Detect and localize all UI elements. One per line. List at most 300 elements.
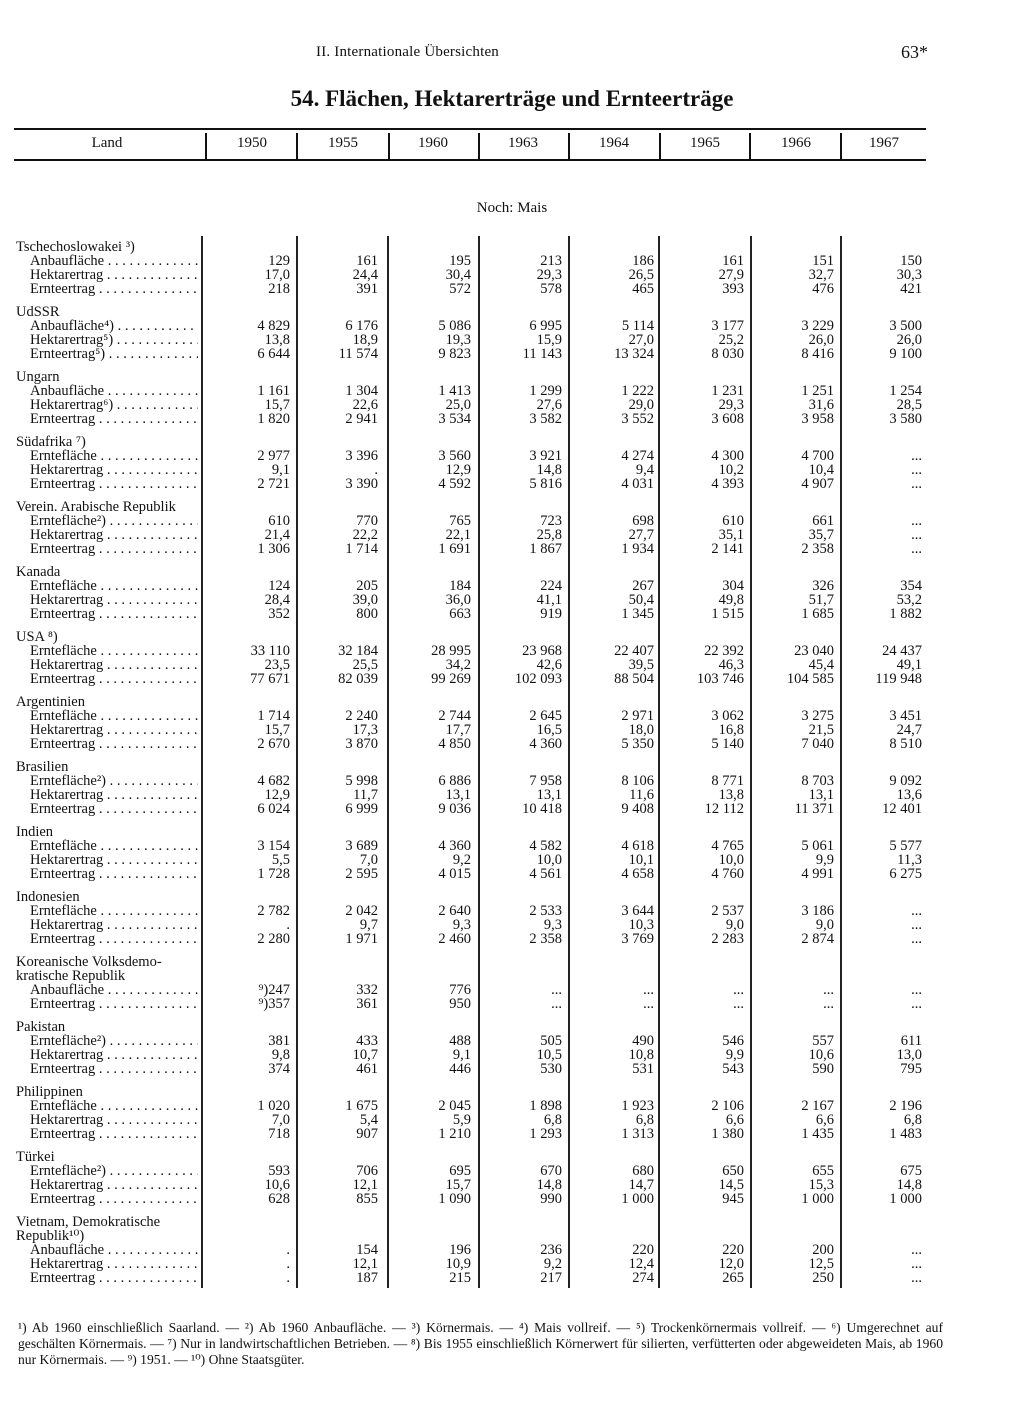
table-cell: 680 — [632, 1163, 654, 1179]
table-cell: ... — [911, 1242, 922, 1258]
table-cell: 27,9 — [718, 267, 744, 283]
table-cell: 10,9 — [445, 1256, 471, 1272]
table-cell: 17,0 — [264, 267, 290, 283]
table-cell: 218 — [268, 281, 290, 297]
table-cell: 7,0 — [359, 852, 378, 868]
row-label: Ernteertrag . . . — [30, 802, 198, 816]
table-cell: ⁹)247 — [258, 982, 290, 998]
column-separator — [749, 133, 751, 159]
table-cell: 53,2 — [896, 592, 922, 608]
table-cell: 10,0 — [718, 852, 744, 868]
table-cell: 16,5 — [536, 722, 562, 738]
table-cell: 5 140 — [711, 736, 744, 752]
table-cell: ... — [823, 982, 834, 998]
table-cell: 23 040 — [794, 643, 834, 659]
table-cell: 2 196 — [889, 1098, 922, 1114]
table-cell: 150 — [900, 253, 922, 269]
table-cell: 10,2 — [718, 462, 744, 478]
table-cell: 1 090 — [438, 1191, 471, 1207]
table-cell: ... — [911, 982, 922, 998]
table-cell: 1 293 — [529, 1126, 562, 1142]
row-label: Ernteertrag . . . — [30, 542, 198, 556]
column-header-year: 1966 — [781, 135, 811, 151]
table-cell: 15,7 — [264, 722, 290, 738]
table-cell: 14,8 — [536, 1177, 562, 1193]
table-cell: 2 971 — [621, 708, 654, 724]
country-name: Indonesien — [16, 889, 80, 905]
table-cell: ... — [643, 982, 654, 998]
country-name: kratische Republik — [16, 968, 126, 984]
table-cell: 12,1 — [352, 1177, 378, 1193]
table-cell: 6 176 — [345, 318, 378, 334]
table-cell: 6,8 — [543, 1112, 562, 1128]
table-cell: 10,8 — [628, 1047, 654, 1063]
table-cell: 1 714 — [345, 541, 378, 557]
table-cell: 21,4 — [264, 527, 290, 543]
row-label: Ernteertrag . . . — [30, 607, 198, 621]
row-label: Ernteertrag . . . — [30, 997, 198, 1011]
table-cell: 4 850 — [438, 736, 471, 752]
row-label: Erntefläche²) . . . — [30, 1164, 198, 1178]
table-cell: 381 — [268, 1033, 290, 1049]
table-cell: 119 948 — [875, 671, 922, 687]
row-label: Erntefläche²) . . . — [30, 514, 198, 528]
table-cell: 33 110 — [250, 643, 290, 659]
table-cell: 10,1 — [628, 852, 654, 868]
table-cell: 10,7 — [352, 1047, 378, 1063]
row-label: Ernteertrag . . . — [30, 1127, 198, 1141]
table-cell: 1 882 — [889, 606, 922, 622]
table-cell: 15,7 — [264, 397, 290, 413]
table-cell: 26,5 — [628, 267, 654, 283]
table-cell: 2 670 — [257, 736, 290, 752]
table-cell: 12,1 — [352, 1256, 378, 1272]
table-cell: 4 360 — [529, 736, 562, 752]
table-cell: 391 — [356, 281, 378, 297]
table-cell: 3 552 — [621, 411, 654, 427]
table-cell: 1 675 — [345, 1098, 378, 1114]
table-cell: 77 671 — [250, 671, 290, 687]
table-cell: 5,9 — [452, 1112, 471, 1128]
country-name: Koreanische Volksdemo- — [16, 954, 162, 970]
table-cell: . — [374, 462, 378, 478]
table-cell: 12,9 — [445, 462, 471, 478]
table-cell: 354 — [900, 578, 922, 594]
table-cell: 27,6 — [536, 397, 562, 413]
table-cell: 4 582 — [529, 838, 562, 854]
table-cell: . — [286, 917, 290, 933]
row-label: Hektarertrag . . . — [30, 853, 198, 867]
table-cell: 220 — [632, 1242, 654, 1258]
table-cell: 3 769 — [621, 931, 654, 947]
row-label: Hektarertrag . . . — [30, 723, 198, 737]
table-cell: 3 451 — [889, 708, 922, 724]
table-cell: 1 345 — [621, 606, 654, 622]
table-cell: 557 — [812, 1033, 834, 1049]
table-cell: 4 765 — [711, 838, 744, 854]
table-cell: 505 — [540, 1033, 562, 1049]
table-cell: 9,1 — [452, 1047, 471, 1063]
table-cell: 274 — [632, 1270, 654, 1286]
table-cell: 9,2 — [543, 1256, 562, 1272]
table-cell: 4 700 — [801, 448, 834, 464]
row-label: Erntefläche . . . — [30, 1099, 198, 1113]
country-name: Argentinien — [16, 694, 85, 710]
column-header-year: 1967 — [869, 135, 899, 151]
running-head: II. Internationale Übersichten — [316, 44, 500, 60]
table-cell: 11 574 — [338, 346, 378, 362]
table-cell: 9 092 — [889, 773, 922, 789]
table-cell: 102 093 — [514, 671, 562, 687]
table-cell: 2 721 — [257, 476, 290, 492]
table-cell: 213 — [540, 253, 562, 269]
table-cell: 12 112 — [704, 801, 744, 817]
table-cell: 3 958 — [801, 411, 834, 427]
table-cell: 13,1 — [536, 787, 562, 803]
country-name: USA ⁸) — [16, 629, 58, 645]
table-cell: 698 — [632, 513, 654, 529]
row-label: Erntefläche . . . — [30, 709, 198, 723]
table-cell: 3 396 — [345, 448, 378, 464]
country-name: Indien — [16, 824, 54, 840]
table-cell: 5 350 — [621, 736, 654, 752]
table-cell: 1 000 — [621, 1191, 654, 1207]
table-cell: 2 280 — [257, 931, 290, 947]
row-label: Hektarertrag . . . — [30, 918, 198, 932]
table-cell: 18,9 — [352, 332, 378, 348]
table-cell: 1 923 — [621, 1098, 654, 1114]
table-cell: 3 560 — [438, 448, 471, 464]
table-cell: 695 — [449, 1163, 471, 1179]
row-label: Anbaufläche⁴) . . . — [30, 319, 198, 333]
row-label: Hektarertrag⁶) . . . — [30, 398, 198, 412]
table-cell: 2 460 — [438, 931, 471, 947]
table-cell: 11,3 — [897, 852, 922, 868]
table-cell: 1 728 — [257, 866, 290, 882]
table-cell: 6,6 — [725, 1112, 744, 1128]
table-cell: 9 408 — [621, 801, 654, 817]
table-cell: 250 — [812, 1270, 834, 1286]
table-cell: 23 968 — [522, 643, 562, 659]
table-cell: 13,0 — [896, 1047, 922, 1063]
table-cell: 1 222 — [621, 383, 654, 399]
table-cell: ... — [551, 982, 562, 998]
table-cell: 41,1 — [536, 592, 562, 608]
table-cell: 1 413 — [438, 383, 471, 399]
table-cell: 9 823 — [438, 346, 471, 362]
table-cell: 24,7 — [896, 722, 922, 738]
country-name: Philippinen — [16, 1084, 83, 1100]
row-label: Erntefläche²) . . . — [30, 774, 198, 788]
table-cell: 1 313 — [621, 1126, 654, 1142]
table-cell: 611 — [900, 1033, 922, 1049]
table-cell: 1 161 — [257, 383, 290, 399]
table-cell: 124 — [268, 578, 290, 594]
table-cell: ... — [911, 513, 922, 529]
table-cell: 5 577 — [889, 838, 922, 854]
table-cell: ... — [823, 996, 834, 1012]
table-cell: 30,3 — [896, 267, 922, 283]
table-cell: 267 — [632, 578, 654, 594]
table-cell: 2 358 — [529, 931, 562, 947]
table-cell: 200 — [812, 1242, 834, 1258]
table-cell: 4 031 — [621, 476, 654, 492]
table-cell: 14,8 — [896, 1177, 922, 1193]
table-cell: 465 — [632, 281, 654, 297]
table-cell: 12,5 — [808, 1256, 834, 1272]
table-cell: 8 703 — [801, 773, 834, 789]
table-cell: 14,8 — [536, 462, 562, 478]
table-cell: 2 141 — [711, 541, 744, 557]
table-cell: 154 — [356, 1242, 378, 1258]
table-cell: 1 000 — [801, 1191, 834, 1207]
table-cell: 103 746 — [696, 671, 744, 687]
table-cell: ... — [551, 996, 562, 1012]
column-rule — [658, 236, 660, 1288]
table-cell: ... — [911, 1256, 922, 1272]
table-cell: 4 682 — [257, 773, 290, 789]
row-label: Erntefläche . . . — [30, 644, 198, 658]
table-cell: 13,6 — [896, 787, 922, 803]
table-cell: 433 — [356, 1033, 378, 1049]
table-cell: 9,0 — [725, 917, 744, 933]
table-cell: 1 000 — [889, 1191, 922, 1207]
table-cell: 28 995 — [431, 643, 471, 659]
table-cell: 3 390 — [345, 476, 378, 492]
column-rule — [296, 236, 298, 1288]
table-cell: 161 — [722, 253, 744, 269]
table-cell: 1 934 — [621, 541, 654, 557]
table-cell: 7 040 — [801, 736, 834, 752]
table-cell: 990 — [540, 1191, 562, 1207]
row-label: Hektarertrag . . . — [30, 658, 198, 672]
table-cell: 50,4 — [628, 592, 654, 608]
table-cell: 31,6 — [808, 397, 834, 413]
column-separator — [568, 133, 570, 159]
table-cell: 12,0 — [718, 1256, 744, 1272]
table-cell: 3 154 — [257, 838, 290, 854]
column-header-year: 1964 — [599, 135, 629, 151]
table-cell: 35,1 — [718, 527, 744, 543]
column-separator — [659, 133, 661, 159]
table-cell: 10,0 — [536, 852, 562, 868]
row-label: Erntefläche . . . — [30, 449, 198, 463]
country-name: Brasilien — [16, 759, 69, 775]
table-cell: 15,9 — [536, 332, 562, 348]
row-label: Anbaufläche . . . — [30, 983, 198, 997]
table-cell: 9,9 — [725, 1047, 744, 1063]
row-label: Ernteertrag . . . — [30, 737, 198, 751]
row-label: Hektarertrag . . . — [30, 593, 198, 607]
table-cell: 1 515 — [711, 606, 744, 622]
column-separator — [840, 133, 842, 159]
table-cell: 51,7 — [808, 592, 834, 608]
table-cell: 17,3 — [352, 722, 378, 738]
table-cell: . — [286, 1256, 290, 1272]
table-cell: 36,0 — [445, 592, 471, 608]
table-cell: 326 — [812, 578, 834, 594]
table-cell: 11 371 — [794, 801, 834, 817]
column-separator — [388, 133, 390, 159]
table-cell: 6 024 — [257, 801, 290, 817]
table-cell: 2 358 — [801, 541, 834, 557]
table-cell: 950 — [449, 996, 471, 1012]
table-cell: 10,6 — [264, 1177, 290, 1193]
column-header-year: 1950 — [237, 135, 267, 151]
row-label: Hektarertrag . . . — [30, 463, 198, 477]
table-cell: 224 — [540, 578, 562, 594]
table-cell: 352 — [268, 606, 290, 622]
table-cell: 578 — [540, 281, 562, 297]
country-name: Südafrika ⁷) — [16, 434, 86, 450]
table-cell: 10,5 — [536, 1047, 562, 1063]
country-name: Republik¹⁰) — [16, 1228, 85, 1244]
table-cell: 1 380 — [711, 1126, 744, 1142]
table-cell: 461 — [356, 1061, 378, 1077]
table-cell: 13,1 — [808, 787, 834, 803]
table-cell: 1 299 — [529, 383, 562, 399]
table-cell: 1 304 — [345, 383, 378, 399]
table-cell: 30,4 — [445, 267, 471, 283]
table-cell: 82 039 — [338, 671, 378, 687]
country-name: Tschechoslowakei ³) — [16, 239, 135, 255]
table-cell: 2 874 — [801, 931, 834, 947]
table-cell: 17,7 — [445, 722, 471, 738]
table-cell: 6 275 — [889, 866, 922, 882]
table-cell: 26,0 — [808, 332, 834, 348]
table-cell: 99 269 — [431, 671, 471, 687]
table-cell: 49,1 — [896, 657, 922, 673]
column-header-year: 1963 — [508, 135, 538, 151]
table-cell: 10,3 — [628, 917, 654, 933]
table-cell: ... — [911, 462, 922, 478]
table-cell: 2 977 — [257, 448, 290, 464]
table-cell: 5 114 — [621, 318, 654, 334]
table-cell: 421 — [900, 281, 922, 297]
table-cell: 3 062 — [711, 708, 744, 724]
row-label: Hektarertrag . . . — [30, 1257, 198, 1271]
row-label: Ernteertrag . . . — [30, 672, 198, 686]
table-cell: 4 658 — [621, 866, 654, 882]
table-cell: 186 — [632, 253, 654, 269]
table-cell: 2 640 — [438, 903, 471, 919]
column-header-year: 1960 — [418, 135, 448, 151]
table-cell: 25,2 — [718, 332, 744, 348]
table-cell: 24,4 — [352, 267, 378, 283]
table-cell: 6,6 — [815, 1112, 834, 1128]
table-cell: 610 — [268, 513, 290, 529]
page-number: 63* — [901, 42, 928, 62]
table-cell: 1 251 — [801, 383, 834, 399]
table-cell: 5 061 — [801, 838, 834, 854]
table-cell: 610 — [722, 513, 744, 529]
table-cell: 765 — [449, 513, 471, 529]
table-cell: 6 644 — [257, 346, 290, 362]
table-cell: ... — [911, 448, 922, 464]
table-cell: 265 — [722, 1270, 744, 1286]
table-cell: 9,7 — [359, 917, 378, 933]
table-cell: 6,8 — [635, 1112, 654, 1128]
row-label: Ernteertrag⁵) . . . — [30, 347, 198, 361]
table-cell: 6,8 — [903, 1112, 922, 1128]
table-cell: 3 534 — [438, 411, 471, 427]
table-cell: 6 999 — [345, 801, 378, 817]
table-cell: 161 — [356, 253, 378, 269]
column-separator — [478, 133, 480, 159]
table-cell: 1 306 — [257, 541, 290, 557]
table-cell: 26,0 — [896, 332, 922, 348]
column-rule — [568, 236, 570, 1288]
table-cell: 5,5 — [271, 852, 290, 868]
table-cell: 15,7 — [445, 1177, 471, 1193]
table-cell: 151 — [812, 253, 834, 269]
table-cell: 670 — [540, 1163, 562, 1179]
table-cell: 11,7 — [353, 787, 378, 803]
table-cell: 9,2 — [452, 852, 471, 868]
table-cell: 661 — [812, 513, 834, 529]
row-label: Anbaufläche . . . — [30, 254, 198, 268]
table-cell: 24 437 — [882, 643, 922, 659]
table-cell: ... — [911, 903, 922, 919]
table-cell: 42,6 — [536, 657, 562, 673]
table-cell: 3 582 — [529, 411, 562, 427]
table-cell: 8 030 — [711, 346, 744, 362]
table-cell: 1 867 — [529, 541, 562, 557]
table-cell: 39,0 — [352, 592, 378, 608]
table-cell: 9,1 — [271, 462, 290, 478]
column-rule — [387, 236, 389, 1288]
row-label: Anbaufläche . . . — [30, 384, 198, 398]
table-cell: 2 045 — [438, 1098, 471, 1114]
table-cell: 361 — [356, 996, 378, 1012]
row-label: Ernteertrag . . . — [30, 412, 198, 426]
table-cell: 14,5 — [718, 1177, 744, 1193]
table-cell: 4 561 — [529, 866, 562, 882]
table-cell: 8 510 — [889, 736, 922, 752]
column-separator — [205, 133, 207, 159]
table-cell: 10,4 — [808, 462, 834, 478]
table-cell: 490 — [632, 1033, 654, 1049]
column-rule — [840, 236, 842, 1288]
table-cell: 543 — [722, 1061, 744, 1077]
country-name: Kanada — [16, 564, 61, 580]
table-cell: 29,3 — [536, 267, 562, 283]
table-cell: 1 971 — [345, 931, 378, 947]
table-cell: ... — [911, 1270, 922, 1286]
table-cell: ... — [911, 476, 922, 492]
table-cell: 18,0 — [628, 722, 654, 738]
table-cell: 9,3 — [452, 917, 471, 933]
table-cell: 39,5 — [628, 657, 654, 673]
table-cell: ... — [733, 996, 744, 1012]
table-cell: 9,9 — [815, 852, 834, 868]
column-rule — [750, 236, 752, 1288]
row-label: Ernteertrag . . . — [30, 1271, 198, 1285]
country-name: UdSSR — [16, 304, 60, 320]
table-cell: 770 — [356, 513, 378, 529]
table-cell: 3 608 — [711, 411, 744, 427]
table-cell: 3 177 — [711, 318, 744, 334]
table-cell: 28,4 — [264, 592, 290, 608]
header-rule-bottom — [14, 159, 926, 161]
table-cell: 2 744 — [438, 708, 471, 724]
row-label: Erntefläche . . . — [30, 839, 198, 853]
country-name: Türkei — [16, 1149, 55, 1165]
table-cell: 9,8 — [271, 1047, 290, 1063]
table-cell: 4 300 — [711, 448, 744, 464]
row-label: Hektarertrag . . . — [30, 528, 198, 542]
table-cell: 35,7 — [808, 527, 834, 543]
